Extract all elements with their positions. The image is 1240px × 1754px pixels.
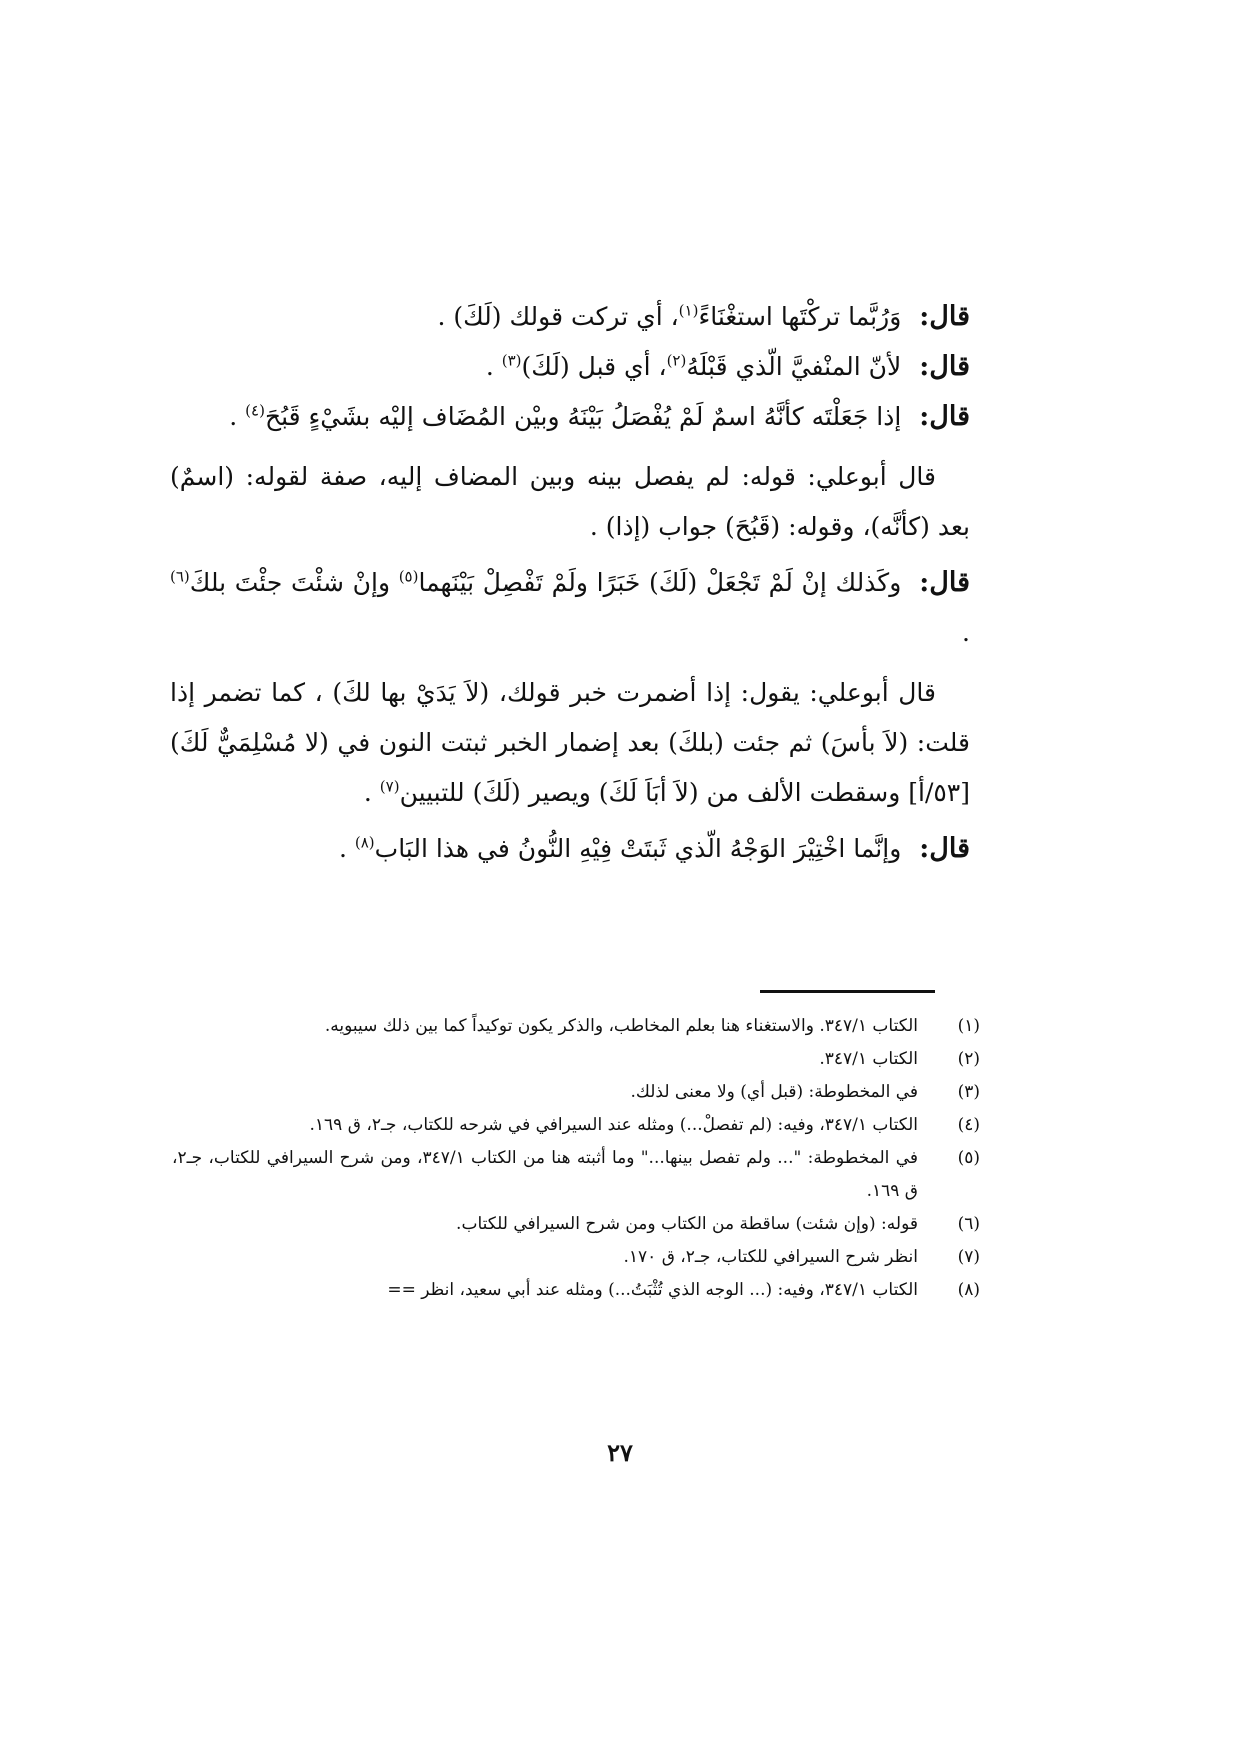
footnote-text: الكتاب ٣٤٧/١. والاستغناء هنا بعلم المخاطب، والذكر يكون توكيداً كما بين ذلك سيبويه.	[324, 1016, 918, 1036]
entry-text-after: .	[485, 352, 502, 381]
footnote-ref: (٣)	[501, 351, 522, 370]
footnote	[172, 1076, 980, 1109]
footnote-ref: (٤)	[245, 401, 265, 420]
entry-text-after: ، أي تركت قولك (لَكَ) .	[437, 302, 679, 331]
entry-text-after: .	[962, 618, 970, 647]
qal-label: قال:	[919, 301, 970, 332]
commentary-text-after: .	[363, 778, 380, 807]
footnote-separator	[760, 990, 935, 993]
qal-label: قال:	[919, 833, 970, 864]
footnote	[172, 1109, 980, 1142]
footnote-text: الكتاب ٣٤٧/١، وفيه: (... الوجه الذي تُثْبَتُ...) ومثله عند أبي سعيد، انظر ==	[387, 1280, 918, 1300]
footnote-ref: (٨)	[354, 833, 375, 852]
footnote-text: في المخطوطة: "... ولم تفصل بينها..." وما أثبته هنا من الكتاب ٣٤٧/١، ومن شرح السيرافي للكتاب، جـ٢، ق ١٦٩.	[172, 1148, 918, 1201]
footnote-number: (٣)	[957, 1082, 980, 1102]
footnote	[172, 1043, 980, 1076]
entry-text: إذا جَعَلْتَه كأنَّهُ اسمٌ لَمْ يُفْصَلُ بَيْنَهُ وبيْن المُضَاف إليْه بشَيْءٍ قَبُحَ	[264, 402, 902, 431]
entry-text-after: ، أي قبل (لَكَ)	[521, 352, 667, 381]
footnote	[172, 1208, 980, 1241]
footnote-number: (٦)	[957, 1214, 980, 1234]
entry-text-after: .	[229, 402, 246, 431]
footnote-ref: (٦)	[170, 567, 190, 586]
qal-entry-3	[170, 392, 970, 442]
footnote-number: (١)	[957, 1016, 980, 1036]
qal-label: قال:	[919, 567, 970, 598]
commentary-text: قال أبوعلي: يقول: إذا أضمرت خبر قولك، (لاَ يَدَيْ بها لكَ) ، كما تضمر إذا قلت: (لاَ بأسَ) ثم جئت (بلكَ) بعد إضمار الخبر ثبتت النون في (لا مُسْلِمَيٌّ لَكَ) [٥٣/أ] وسقطت الألف من (لاَ أبَاَ لَكَ) ويصير (لَكَ) للتبيين	[170, 678, 970, 807]
footnote-ref: (٥)	[398, 567, 419, 586]
footnote-text: انظر شرح السيرافي للكتاب، جـ٢، ق ١٧٠.	[623, 1247, 918, 1267]
page-number: ٢٧	[607, 1438, 633, 1467]
qal-entry-1	[170, 292, 970, 342]
qal-entry-2	[170, 342, 970, 392]
footnote-ref: (٧)	[379, 777, 400, 796]
footnote-text: قوله: (وإن شئت) ساقطة من الكتاب ومن شرح السيرافي للكتاب.	[456, 1214, 918, 1234]
footnote-ref: (٢)	[666, 351, 687, 370]
footnote-text: الكتاب ٣٤٧/١، وفيه: (لم تفصلْ...) ومثله عند السيرافي في شرحه للكتاب، جـ٢، ق ١٦٩.	[309, 1115, 918, 1135]
entry-text: وَرُبَّما تركْتَها استغْنَاءً	[698, 302, 902, 331]
footnote	[172, 1010, 980, 1043]
footnote-number: (٥)	[957, 1148, 980, 1168]
qal-label: قال:	[919, 401, 970, 432]
qal-entry-4	[170, 558, 970, 658]
entry-text: وإنَّما اخْتِيْرَ الوَجْهُ الّذي ثَبتَتْ فِيْهِ النُّونُ في هذا البَاب	[374, 834, 902, 863]
footnote	[172, 1274, 980, 1307]
footnote-number: (٤)	[957, 1115, 980, 1135]
qal-label: قال:	[919, 351, 970, 382]
commentary-paragraph-1: قال أبوعلي: قوله: لم يفصل بينه وبين المضاف إليه، صفة لقوله: (اسمٌ) بعد (كأنَّه)، وقوله: (قَبُحَ) جواب (إذا) .	[170, 462, 970, 541]
entry-text: لأنّ المنْفيَّ الّذي قَبْلَهُ	[686, 352, 902, 381]
footnote-number: (٧)	[957, 1247, 980, 1267]
footnote	[172, 1241, 980, 1274]
footnote-text: في المخطوطة: (قبل أي) ولا معنى لذلك.	[630, 1082, 918, 1102]
footnote-text: الكتاب ٣٤٧/١.	[819, 1049, 918, 1069]
footnote-ref: (١)	[678, 301, 699, 320]
commentary-paragraph-2	[170, 668, 970, 818]
footnotes-section	[172, 1010, 980, 1307]
footnote-number: (٨)	[957, 1280, 980, 1300]
entry-text: وكَذلك إنْ لَمْ تَجْعَلْ (لَكَ) خَبَرًا ولَمْ تَفْصِلْ بَيْنَهما	[418, 568, 902, 597]
entry-text-after: وإنْ شئْتَ جئْتَ بلكَ	[189, 568, 399, 597]
qal-entry-5	[170, 824, 970, 874]
main-text-block	[170, 292, 970, 874]
entry-text-after: .	[338, 834, 355, 863]
footnote-number: (٢)	[957, 1049, 980, 1069]
footnote	[172, 1142, 980, 1208]
